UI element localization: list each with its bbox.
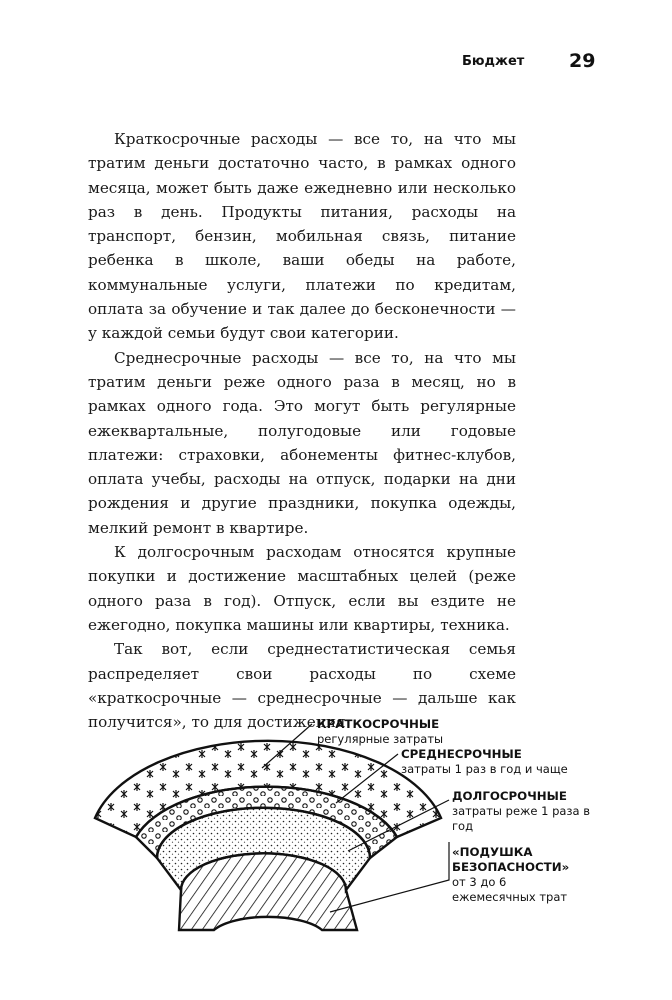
- label-mid-term-subtitle: затраты 1 раз в год и чаще: [401, 762, 568, 776]
- running-title: Бюджет: [462, 54, 525, 69]
- label-short-term: [317, 717, 443, 747]
- paragraph-conclusion: Так вот, если среднестатистическая семья распределяет свои расходы по схеме «краткосрочные — среднесрочные — дальше как получится», то для достижения: [88, 640, 516, 732]
- expense-layers-figure: [0, 700, 672, 950]
- paragraph-short-term: Краткосрочные расходы — все то, на что мы тратим деньги достаточно часто, в рамках одного месяца, может быть даже ежедневно или несколько раз в день. Продукты питания, расходы на транспорт, бензин, мобильная связь, питание ребенка в школе, ваши обеды на работе, коммунальные услуги, платежи по кредитам, оплата за обучение и так далее до бесконечности — у каждой семьи будут свои категории.: [88, 130, 516, 343]
- body-text: [88, 127, 516, 734]
- paragraph-long-term: К долгосрочным расходам относятся крупные покупки и достижение масштабных целей (реже одного раза в год). Отпуск, если вы ездите не ежегодно, покупка машины или квартиры, техника.: [88, 543, 516, 634]
- page-number: 29: [569, 50, 596, 72]
- label-mid-term-title: СРЕДНЕСРОЧНЫЕ: [401, 747, 522, 761]
- label-mid-term: [401, 747, 568, 777]
- label-long-term: [452, 789, 597, 834]
- paragraph-mid-term: Среднесрочные расходы — все то, на что мы тратим деньги реже одного раза в месяц, но в рамках одного года. Это могут быть регулярные ежеквартальные, полугодовые или годовые платежи: страховки, абонементы фитнес-клубов, оплата учебы, расходы на отпуск, подарки на дни рождения и другие праздники, покупка одежды, мелкий ремонт в квартире.: [88, 348, 516, 537]
- label-long-term-subtitle: затраты реже 1 раза в год: [452, 804, 591, 833]
- label-safety-cushion-subtitle: от 3 до 6 ежемесячных трат: [452, 875, 568, 904]
- label-short-term-subtitle: регулярные затраты: [317, 732, 444, 746]
- label-safety-cushion-title: «ПОДУШКА БЕЗОПАСНОСТИ»: [452, 845, 570, 874]
- label-long-term-title: ДОЛГОСРОЧНЫЕ: [452, 789, 567, 803]
- label-safety-cushion: [452, 845, 572, 905]
- label-short-term-title: КРАТКОСРОЧНЫЕ: [317, 717, 440, 731]
